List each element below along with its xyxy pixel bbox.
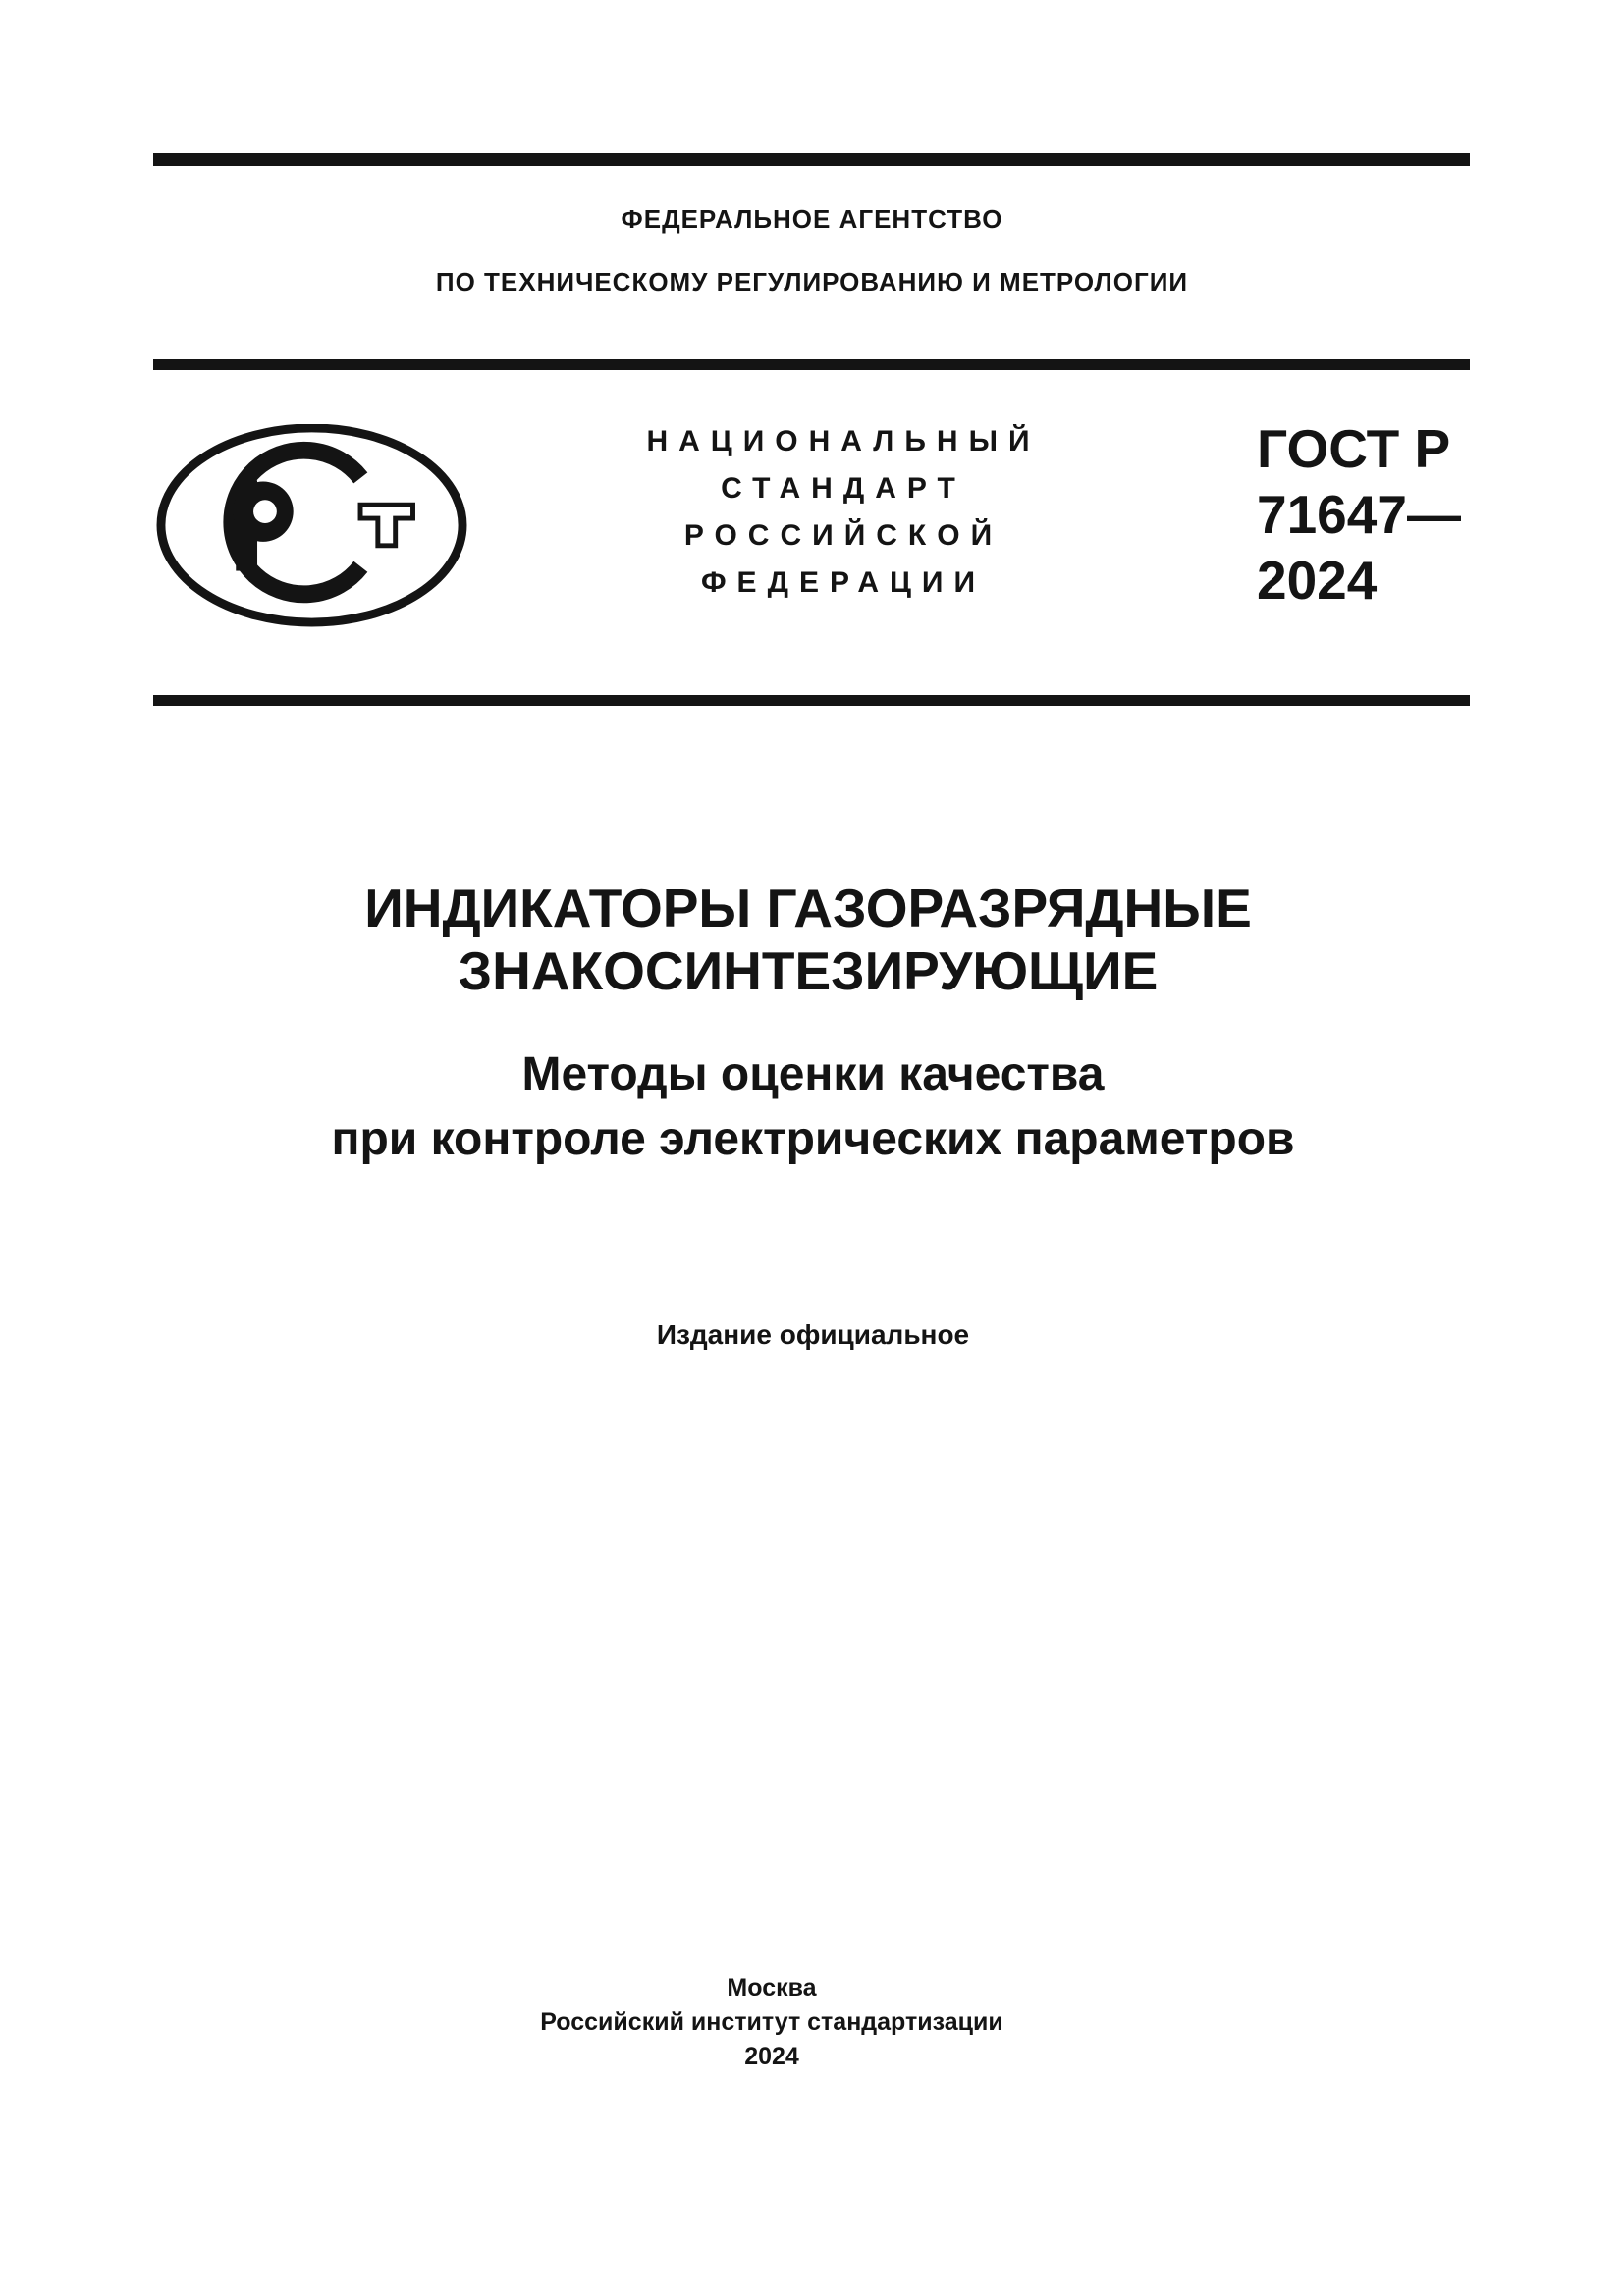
rst-certification-mark-icon: [155, 424, 468, 628]
document-title-line2: ЗНАКОСИНТЕЗИРУЮЩИЕ: [458, 940, 1159, 1001]
logo-letter-t: [360, 505, 412, 546]
designation-line: 71647—: [1257, 484, 1461, 545]
imprint-block: [0, 1971, 1543, 2074]
standard-designation: [1257, 416, 1492, 614]
edition-note: Издание официальное: [656, 1319, 970, 1350]
document-subtitle-line1: Методы оценки качества: [521, 1048, 1105, 1100]
middle-rule: [153, 359, 1470, 370]
top-rule: [153, 153, 1470, 166]
imprint-year: 2024: [744, 2043, 799, 2070]
bottom-rule: [153, 695, 1470, 706]
document-title-line1: ИНДИКАТОРЫ ГАЗОРАЗРЯДНЫЕ: [364, 878, 1252, 938]
imprint-city: Москва: [727, 1974, 817, 2002]
imprint-publisher: Российский институт стандартизации: [540, 2008, 1003, 2036]
agency-name-line2: ПО ТЕХНИЧЕСКОМУ РЕГУЛИРОВАНИЮ И МЕТРОЛОГИИ: [435, 267, 1189, 296]
document-subtitle-line2: при контроле электрических параметров: [331, 1113, 1295, 1165]
document-title: [0, 877, 1616, 1002]
logo-letter-r: [233, 480, 293, 570]
designation-line: ГОСТ Р: [1257, 418, 1451, 479]
document-subtitle: [0, 1042, 1624, 1172]
agency-name-line1: ФЕДЕРАЛЬНОЕ АГЕНТСТВО: [621, 204, 1003, 234]
standard-type-line: РОССИЙСКОЙ: [683, 519, 1003, 552]
designation-line: 2024: [1257, 550, 1378, 611]
standard-type-line: НАЦИОНАЛЬНЫЙ: [646, 425, 1041, 457]
standard-type-line: СТАНДАРТ: [721, 472, 966, 505]
standard-type-line: ФЕДЕРАЦИИ: [700, 566, 987, 599]
standard-type-label: [587, 418, 1089, 607]
